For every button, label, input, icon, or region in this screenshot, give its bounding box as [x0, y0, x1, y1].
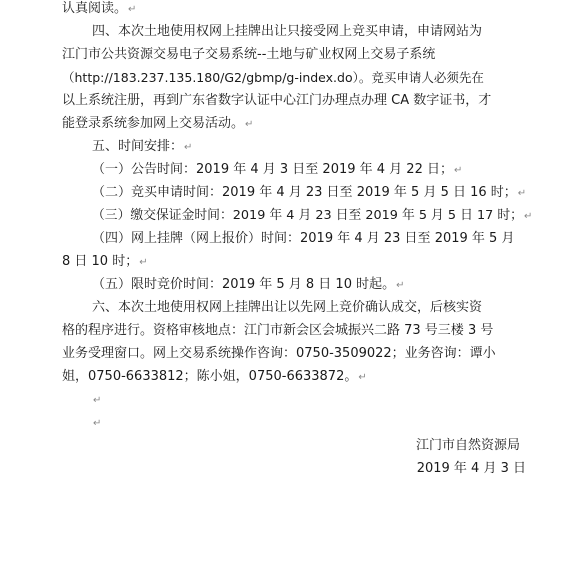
empty-line-2 — [92, 415, 101, 432]
text-line-15: 格的程序进行。资格审核地点：江门市新会区会城振兴二路 73 号三楼 3 号 — [62, 323, 494, 338]
paragraph-mark-icon: ↵ — [128, 4, 137, 15]
paragraph-mark-icon: ↵ — [517, 188, 527, 199]
text-line-9: （二）竞买申请时间：2019 年 4 月 23 日至 2019 年 5 月 5 日 16 时；↵ — [92, 185, 527, 200]
paragraph-mark-icon: ↵ — [93, 395, 102, 406]
text-line-2: 四、本次土地使用权网上挂牌出让只接受网上竞买申请，申请网站为 — [92, 24, 483, 39]
text-line-4: （http://183.237.135.180/G2/gbmp/g-index.do）。竞买申请人必须先在 — [62, 70, 484, 85]
empty-line-1 — [92, 392, 101, 409]
text-line-12: 8 日 10 时；↵ — [62, 254, 148, 269]
paragraph-mark-icon: ↵ — [139, 257, 148, 268]
text-line-13: （五）限时竞价时间：2019 年 5 月 8 日 10 时起。↵ — [92, 277, 405, 292]
paragraph-mark-icon: ↵ — [93, 418, 102, 429]
text-line-1: 认真阅读。↵ — [62, 1, 137, 16]
signature-org: 江门市自然资源局 — [415, 438, 520, 453]
paragraph-mark-icon: ↵ — [358, 372, 367, 383]
paragraph-mark-icon: ↵ — [523, 211, 533, 222]
paragraph-mark-icon: ↵ — [245, 119, 254, 130]
text-line-8: （一）公告时间：2019 年 4 月 3 日至 2019 年 4 月 22 日；↵ — [92, 162, 463, 177]
text-line-3: 江门市公共资源交易电子交易系统--土地与矿业权网上交易子系统 — [62, 47, 436, 62]
text-line-11: （四）网上挂牌（网上报价）时间：2019 年 4 月 23 日至 2019 年 5 月 — [92, 231, 515, 246]
text-line-6: 能登录系统参加网上交易活动。↵ — [62, 116, 254, 131]
paragraph-mark-icon: ↵ — [184, 142, 193, 153]
text-line-10: （三）缴交保证金时间：2019 年 4 月 23 日至 2019 年 5 月 5 日 17 时；↵ — [92, 208, 533, 223]
signature-date: 2019 年 4 月 3 日 — [416, 461, 526, 476]
paragraph-mark-icon: ↵ — [396, 280, 405, 291]
text-line-17: 姐，0750-6633812；陈小姐，0750-6633872。↵ — [62, 369, 367, 384]
text-line-5: 以上系统注册，再到广东省数字认证中心江门办理点办理 CA 数字证书，才 — [62, 93, 492, 108]
text-line-14: 六、本次土地使用权网上挂牌出让以先网上竞价确认成交，后核实资 — [92, 300, 483, 315]
paragraph-mark-icon: ↵ — [453, 165, 463, 176]
text-line-7: 五、时间安排：↵ — [92, 139, 193, 154]
text-line-16: 业务受理窗口。网上交易系统操作咨询：0750-3509022；业务咨询：谭小 — [62, 346, 496, 361]
